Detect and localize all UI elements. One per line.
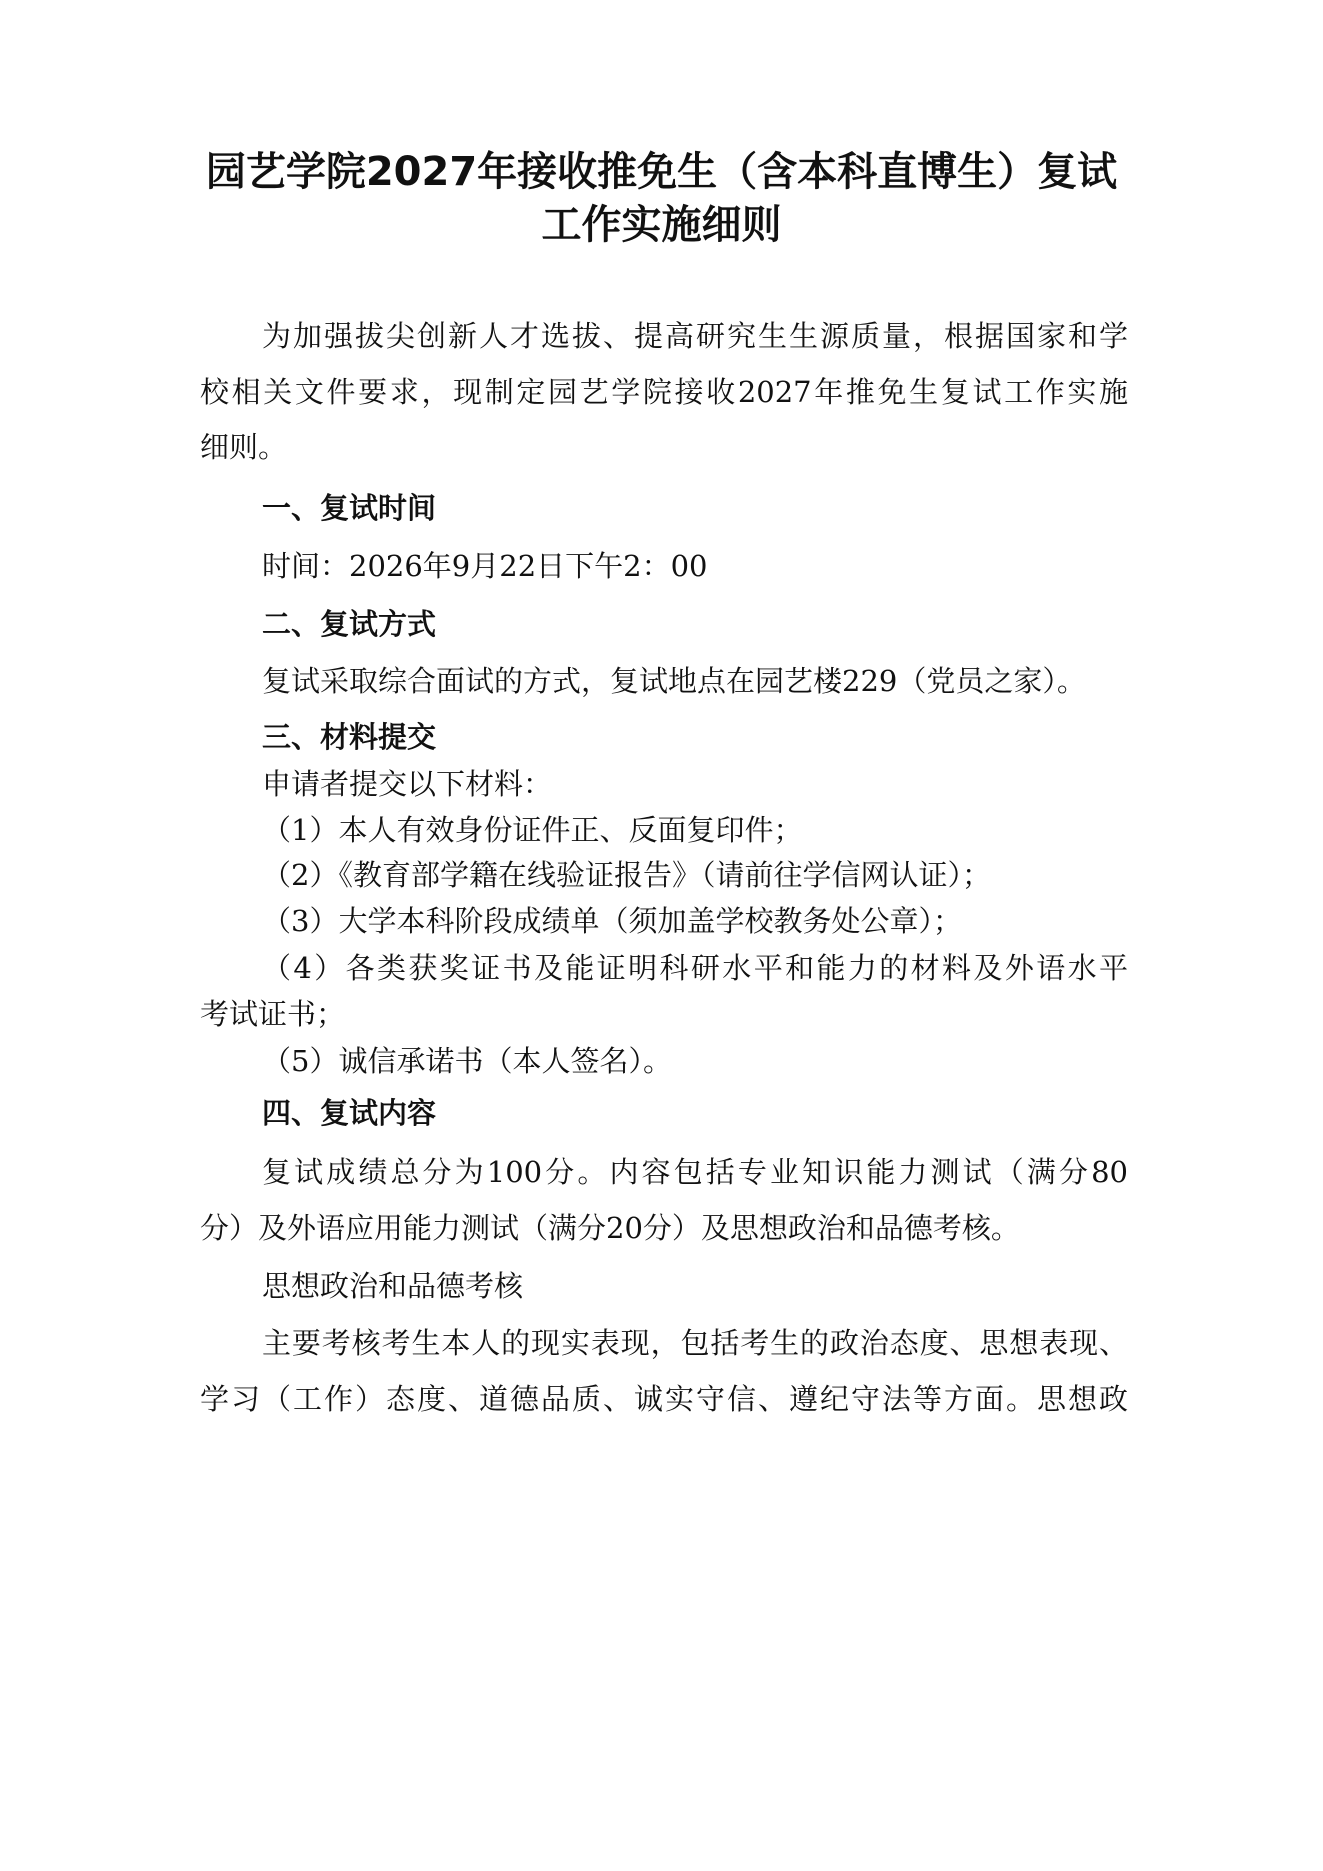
intro-paragraph-line-3: 细则。 [200, 430, 288, 464]
content-paragraph-1-line-2: 分）及外语应用能力测试（满分20分）及思想政治和品德考核。 [200, 1211, 1020, 1245]
intro-paragraph-line-2: 校相关文件要求，现制定园艺学院接收2027年推免生复试工作实施 [200, 375, 1128, 409]
section-heading-materials: 三、材料提交 [262, 720, 437, 754]
content-subheading: 思想政治和品德考核 [262, 1269, 524, 1303]
materials-item-5: （5）诚信承诺书（本人签名）。 [262, 1044, 672, 1078]
document-title-line-1: 园艺学院2027年接收推免生（含本科直博生）复试 [205, 149, 1118, 195]
method-text: 复试采取综合面试的方式，复试地点在园艺楼229（党员之家）。 [262, 664, 1086, 698]
section-heading-method: 二、复试方式 [262, 607, 437, 641]
content-paragraph-2-line-2: 学习（工作）态度、道德品质、诚实守信、遵纪守法等方面。思想政 [200, 1382, 1128, 1416]
materials-item-4-line-2: 考试证书； [200, 997, 346, 1031]
content-paragraph-1-line-1: 复试成绩总分为100分。内容包括专业知识能力测试（满分80 [262, 1155, 1128, 1189]
materials-item-2: （2）《教育部学籍在线验证报告》（请前往学信网认证）； [262, 858, 991, 892]
section-heading-schedule: 一、复试时间 [262, 491, 437, 525]
content-paragraph-2-line-1: 主要考核考生本人的现实表现，包括考生的政治态度、思想表现、 [262, 1326, 1128, 1360]
materials-lead: 申请者提交以下材料： [262, 767, 553, 801]
materials-item-1: （1）本人有效身份证件正、反面复印件； [262, 813, 803, 847]
intro-paragraph-line-1: 为加强拔尖创新人才选拔、提高研究生生源质量，根据国家和学 [262, 319, 1128, 353]
section-heading-content: 四、复试内容 [262, 1096, 437, 1130]
materials-item-4-line-1: （4）各类获奖证书及能证明科研水平和能力的材料及外语水平 [262, 951, 1128, 985]
document-title-line-2: 工作实施细则 [541, 202, 782, 248]
materials-item-3: （3）大学本科阶段成绩单（须加盖学校教务处公章）； [262, 904, 962, 938]
schedule-text: 时间：2026年9月22日下午2：00 [262, 549, 708, 583]
